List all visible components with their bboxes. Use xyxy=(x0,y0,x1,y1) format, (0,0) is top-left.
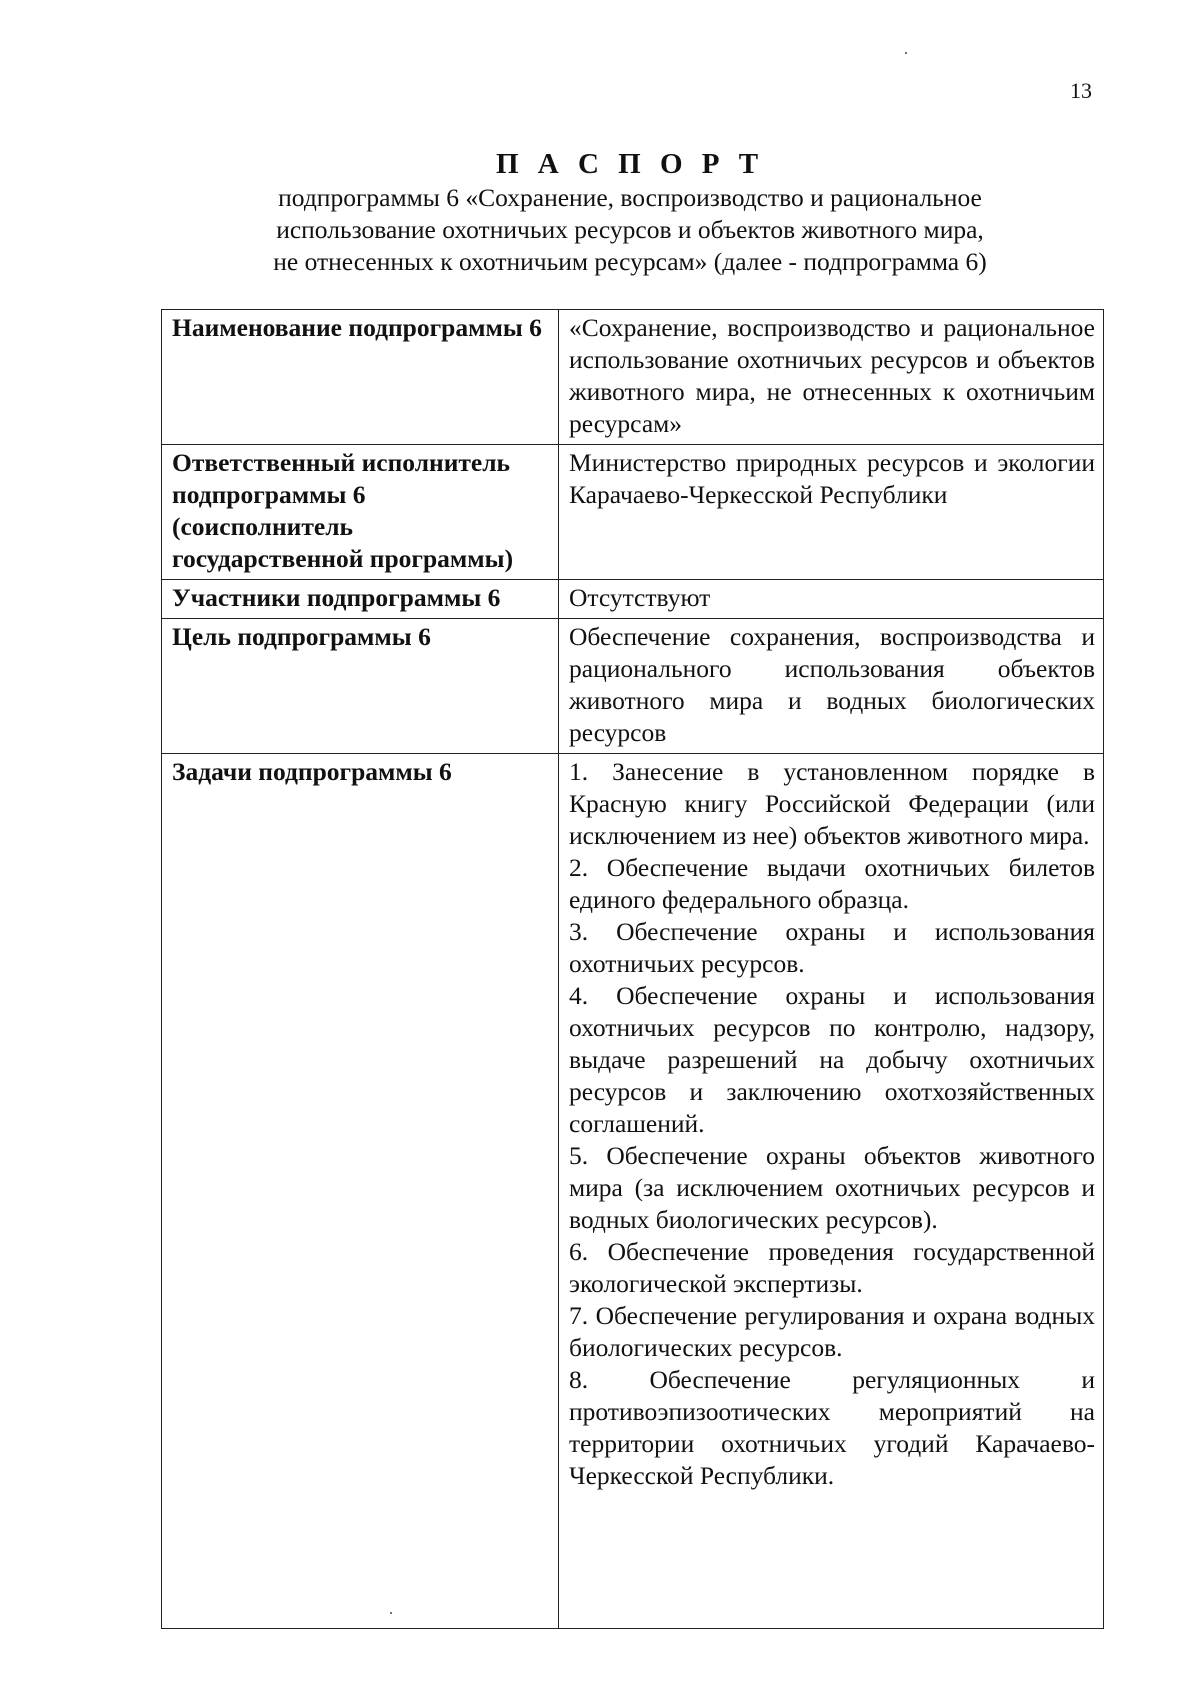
subtitle-line: использование охотничьих ресурсов и объектов животного мира, xyxy=(276,215,984,244)
scan-speck xyxy=(905,52,907,54)
page-number: 13 xyxy=(1070,78,1092,103)
list-item: 1. Занесение в установленном порядке в Красную книгу Российской Федерации (или исключением из нее) объектов животного мира. xyxy=(569,757,1095,850)
list-item: 2. Обеспечение выдачи охотничьих билетов единого федерального образца. xyxy=(569,853,1095,914)
subtitle-line: не отнесенных к охотничьим ресурсам» (далее - подпрограмма 6) xyxy=(273,247,987,276)
table-row xyxy=(162,580,1104,619)
table-row xyxy=(162,445,1104,580)
row-value: Отсутствуют xyxy=(559,580,1104,619)
passport-table xyxy=(161,309,1104,1629)
list-item: 4. Обеспечение охраны и использования охотничьих ресурсов по контролю, надзору, выдаче разрешений на добычу охотничьих ресурсов и заключению охотхозяйственных соглашений. xyxy=(569,981,1095,1138)
row-label: Цель подпрограммы 6 xyxy=(162,619,559,754)
list-item: 3. Обеспечение охраны и использования охотничьих ресурсов. xyxy=(569,917,1095,978)
row-label: Задачи подпрограммы 6 xyxy=(162,754,559,1629)
row-label: Ответственный исполнитель подпрограммы 6 (соисполнитель государственной программы) xyxy=(162,445,559,580)
row-value: Министерство природных ресурсов и экологии Карачаево-Черкесской Республики xyxy=(559,445,1104,580)
list-item: 6. Обеспечение проведения государственной экологической экспертизы. xyxy=(569,1237,1095,1298)
row-label: Наименование подпрограммы 6 xyxy=(162,310,559,445)
document-title: П А С П О Р Т xyxy=(495,148,765,180)
document-heading xyxy=(160,146,1100,278)
list-item: 7. Обеспечение регулирования и охрана водных биологических ресурсов. xyxy=(569,1301,1095,1362)
row-label: Участники подпрограммы 6 xyxy=(162,580,559,619)
table-row xyxy=(162,619,1104,754)
table-row xyxy=(162,754,1104,1629)
list-item: 5. Обеспечение охраны объектов животного мира (за исключением охотничьих ресурсов и водных биологических ресурсов). xyxy=(569,1141,1095,1234)
row-value: Обеспечение сохранения, воспроизводства и рационального использования объектов животного мира и водных биологических ресурсов xyxy=(559,619,1104,754)
row-value: «Сохранение, воспроизводство и рациональное использование охотничьих ресурсов и объектов животного мира, не отнесенных к охотничьим ресурсам» xyxy=(559,310,1104,445)
tasks-list xyxy=(559,754,1104,1629)
subtitle-line: подпрограммы 6 «Сохранение, воспроизводство и рациональное xyxy=(278,183,982,212)
table-row xyxy=(162,310,1104,445)
list-item: 8. Обеспечение регуляционных и противоэпизоотических мероприятий на территории охотничьих угодий Карачаево-Черкесской Республики. xyxy=(569,1365,1095,1490)
